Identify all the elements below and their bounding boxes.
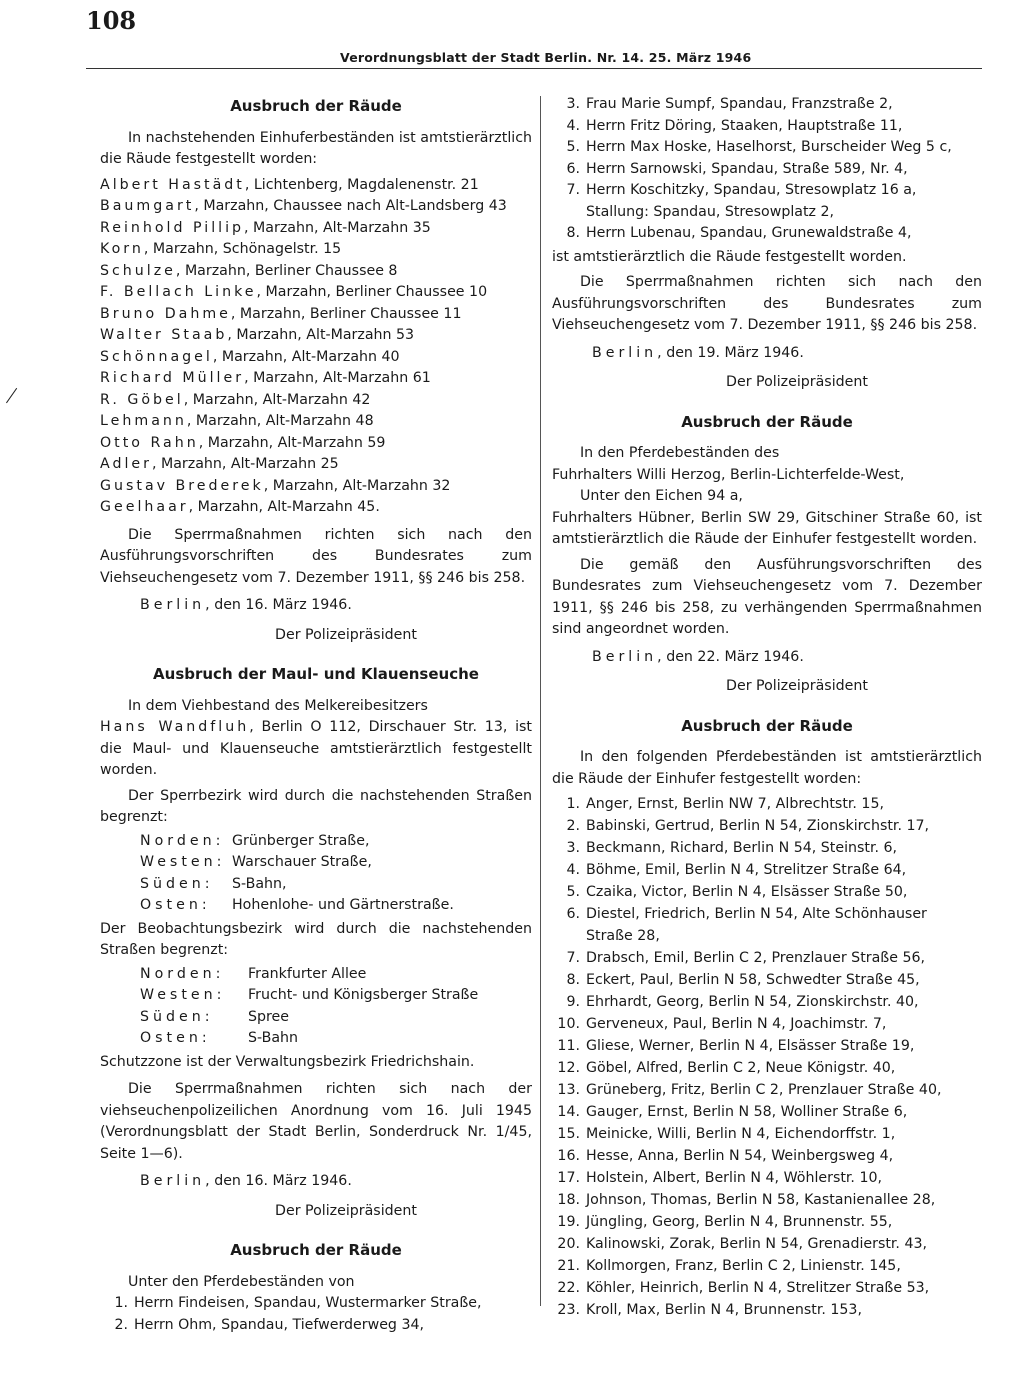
item-text (586, 1212, 982, 1234)
item-number: 3. (566, 840, 580, 856)
item-number: 10. (557, 1016, 580, 1032)
item-text-line: Frau Marie Sumpf, Spandau, Franzstraße 2, (586, 96, 893, 112)
item-text-line: Grüneberg, Fritz, Berlin C 2, Prenzlauer Straße 40, (586, 1082, 942, 1098)
item-text-line: Herrn Max Hoske, Haselhorst, Burscheider Weg 5 c, (586, 139, 952, 155)
left-column (100, 88, 532, 1336)
item-number: 5. (566, 139, 580, 155)
holder-address: , Marzahn, Alt-Marzahn 35 (244, 219, 431, 236)
boundary-row (140, 985, 532, 1007)
owner-name: Hans Wandfluh (100, 719, 250, 735)
list-item (552, 1036, 982, 1058)
boundary-direction: Süden: (140, 875, 214, 892)
item-text (586, 1300, 982, 1322)
right-column (552, 94, 982, 1322)
item-text (586, 1256, 982, 1278)
date-city: Berlin (140, 1173, 206, 1189)
list-item (552, 1102, 982, 1124)
list-item (552, 1146, 982, 1168)
item-number: 9. (566, 994, 580, 1010)
measures-text: Die Sperrmaßnahmen richten sich nach den Ausführungsvorschriften des Bundesrates zum Viehseuchengesetz vom 7. Dezember 1911, §§ 246 bis 258. (100, 526, 532, 586)
item-text (586, 882, 982, 904)
boundary-street: S-Bahn (248, 1030, 299, 1046)
margin-pen-stroke (6, 388, 27, 410)
list-item (552, 1300, 982, 1322)
list-item (552, 180, 982, 202)
boundary-direction: Osten: (140, 897, 211, 913)
sperr-intro: Der Sperrbezirk wird durch die nachstehenden Straßen begrenzt: (100, 787, 532, 825)
holder-address: , Marzahn, Berliner Chaussee 8 (175, 262, 398, 279)
section-title: Ausbruch der Räude (681, 716, 853, 735)
list-item (552, 1080, 982, 1102)
holder-entry (100, 175, 532, 197)
item-text (586, 137, 982, 159)
intro-text: In dem Viehbestand des Melkereibesitzers (128, 697, 428, 714)
section-intro: In nachstehenden Einhuferbeständen ist amtstierärztlich die Räude festgestellt worden: (100, 129, 532, 167)
item-text-line: Kalinowski, Zorak, Berlin N 54, Grenadierstr. 43, (586, 1236, 928, 1252)
item-text-line: Kroll, Max, Berlin N 4, Brunnenstr. 153, (586, 1302, 862, 1318)
item-text (586, 860, 982, 882)
item-number: 20. (557, 1236, 580, 1252)
boundary-street: Frucht- und Königsberger Straße (248, 987, 479, 1003)
item-text-line: Herrn Sarnowski, Spandau, Straße 589, Nr. 4, (586, 160, 908, 177)
boundary-row (140, 852, 532, 874)
item-text-line: Gliese, Werner, Berlin N 4, Elsässer Straße 19, (586, 1038, 915, 1054)
section-title: Ausbruch der Maul- und Klauenseuche (153, 665, 479, 683)
holder-name: Bruno Dahme (100, 305, 231, 322)
boundary-row (140, 964, 532, 986)
item-text-line: Ehrhardt, Georg, Berlin N 54, Zionskirchstr. 40, (586, 994, 919, 1010)
boundary-street: Grünberger Straße, (232, 832, 370, 849)
boundary-street: S-Bahn, (232, 875, 287, 892)
item-text-line: Stallung: Spandau, Stresowplatz 2, (586, 203, 835, 220)
beob-bezirk-list (100, 964, 532, 1050)
holder-name: F. Bellach Linke (100, 284, 257, 300)
item-number: 5. (566, 884, 580, 900)
item-text-line: Anger, Ernst, Berlin NW 7, Albrechtstr. 15, (586, 796, 884, 812)
boundary-row (140, 1028, 532, 1050)
item-number: 7. (566, 950, 580, 966)
holder-address: , Marzahn, Alt-Marzahn 61 (244, 370, 431, 386)
holder-address: , Marzahn, Alt-Marzahn 40 (212, 348, 400, 365)
item-text (586, 1058, 982, 1080)
item-text (586, 970, 982, 992)
holder-address: , Marzahn, Berliner Chaussee 10 (256, 284, 488, 300)
date-text: , den 22. März 1946. (657, 648, 804, 665)
item-text-line: Hesse, Anna, Berlin N 54, Weinbergsweg 4, (586, 1148, 894, 1164)
holder-name: Walter Staab (100, 327, 228, 343)
item-text-line: Meinicke, Willi, Berlin N 4, Eichendorffstr. 1, (586, 1126, 896, 1142)
holder-address: , Marzahn, Alt-Marzahn 53 (227, 327, 415, 343)
signature: Der Polizeipräsident (726, 374, 868, 390)
item-text-line: Babinski, Gertrud, Berlin N 54, Zionskirchstr. 17, (586, 818, 930, 834)
holder-entry (100, 304, 532, 326)
holder-address: , Marzahn, Alt-Marzahn 59 (198, 434, 386, 451)
item-text-line: Gerveneux, Paul, Berlin N 4, Joachimstr. 7, (586, 1016, 887, 1032)
list-item (552, 1190, 982, 1212)
item-text (586, 1278, 982, 1300)
item-text (586, 1014, 982, 1036)
list-item (552, 948, 982, 970)
date-city: Berlin (592, 344, 658, 361)
holder-address: , Marzahn, Chaussee nach Alt-Landsberg 43 (194, 198, 507, 214)
list-item (552, 860, 982, 882)
list-item (552, 816, 982, 838)
item-text-line: Gauger, Ernst, Berlin N 58, Wolliner Straße 6, (586, 1104, 908, 1120)
item-number: 16. (557, 1148, 580, 1164)
boundary-row (140, 831, 532, 853)
item-number: 2. (114, 1316, 128, 1333)
boundary-row (140, 874, 532, 896)
list-item (552, 1014, 982, 1036)
holder-entry (100, 411, 532, 433)
finding-text: ist amtstierärztlich die Räude festgestellt worden. (552, 248, 907, 265)
date-text: , den 19. März 1946. (657, 344, 804, 361)
item-number: 1. (114, 1295, 128, 1311)
item-text (586, 1234, 982, 1256)
list-item (552, 94, 982, 116)
item-text-line: Johnson, Thomas, Berlin N 58, Kastanienallee 28, (586, 1192, 936, 1208)
item-number: 17. (557, 1170, 580, 1186)
boundary-street: Spree (248, 1008, 289, 1025)
item-number: 12. (557, 1060, 580, 1076)
list-item (552, 992, 982, 1014)
holder-entry (100, 196, 532, 218)
item-text (586, 180, 982, 202)
boundary-street: Warschauer Straße, (232, 854, 372, 870)
item-text (586, 223, 982, 245)
measures-text: Die gemäß den Ausführungsvorschriften des Bundesrates zum Viehseuchengesetz vom 7. Dezember 1911, §§ 246 bis 258, zu verhängenden Sperrmaßnahmen sind angeordnet worden. (552, 556, 982, 637)
item-number: 4. (566, 117, 580, 134)
holder-entry (100, 239, 532, 261)
item-text (586, 94, 982, 116)
holder-list (100, 175, 532, 519)
holder-entry (100, 282, 532, 304)
list-item (552, 970, 982, 992)
section-title: Ausbruch der Räude (230, 1241, 402, 1259)
list-item-continuation (552, 926, 982, 948)
item-number: 22. (557, 1280, 580, 1296)
holder-name: Baumgart (100, 198, 195, 214)
list-item (552, 904, 982, 926)
item-text (586, 159, 982, 181)
list-item (552, 794, 982, 816)
list-item (552, 1168, 982, 1190)
list-item (552, 159, 982, 181)
item-text-line: Holstein, Albert, Berlin N 4, Wöhlerstr. 10, (586, 1170, 883, 1186)
item-text (586, 948, 982, 970)
item-text-line: Diestel, Friedrich, Berlin N 54, Alte Schönhauser (586, 906, 927, 922)
holder-entry (100, 261, 532, 283)
item-text-line: Herrn Findeisen, Spandau, Wustermarker Straße, (134, 1295, 482, 1311)
item-text-line: Kollmorgen, Franz, Berlin C 2, Linienstr. 145, (586, 1258, 901, 1274)
list-item (552, 1278, 982, 1300)
column-divider (540, 96, 541, 1306)
item-text-line: Herrn Fritz Döring, Staaken, Hauptstraße 11, (586, 117, 903, 134)
holder-entry (100, 454, 532, 476)
holder-name: Adler (100, 456, 152, 472)
item-text-line: Herrn Ohm, Spandau, Tiefwerderweg 34, (134, 1316, 425, 1333)
sperr-bezirk-list (100, 831, 532, 917)
item-number: 18. (557, 1192, 580, 1208)
measures-text: Die Sperrmaßnahmen richten sich nach der viehseuchenpolizeilichen Anordnung vom 16. Juli 1945 (Verordnungsblatt der Stadt Berlin, Sonderdruck Nr. 1/45, Seite 1—6). (100, 1081, 532, 1162)
holder-name: Geelhaar (100, 499, 189, 515)
holder-name: Gustav Brederek (100, 477, 264, 494)
section-intro (100, 696, 532, 782)
list-item (552, 116, 982, 138)
date-city: Berlin (140, 597, 206, 613)
intro-text: , Berlin O 112, Dirschauer Str. 13, ist die Maul- und Klauenseuche amtstierärztlich festgestellt worden. (100, 719, 532, 778)
holder-name: Reinhold Pillip (100, 219, 245, 236)
item-number: 4. (566, 862, 580, 878)
holder-address: , Marzahn, Berliner Chaussee 11 (230, 305, 462, 322)
holder-name: Richard Müller (100, 370, 245, 386)
item-text-line: Köhler, Heinrich, Berlin N 4, Strelitzer Straße 53, (586, 1280, 930, 1296)
holder-address: , Marzahn, Alt-Marzahn 45. (188, 499, 380, 515)
item-text (586, 1146, 982, 1168)
item-number: 15. (557, 1126, 580, 1142)
item-number: 21. (557, 1258, 580, 1274)
boundary-direction: Norden: (140, 965, 225, 982)
holder-entry (100, 433, 532, 455)
holder-address: , Marzahn, Alt-Marzahn 48 (186, 413, 374, 429)
list-item (552, 1212, 982, 1234)
item-text-line: Eckert, Paul, Berlin N 58, Schwedter Straße 45, (586, 972, 920, 988)
date-city: Berlin (592, 648, 658, 665)
signature-date (140, 595, 532, 617)
zone-text: Schutzzone ist der Verwaltungsbezirk Friedrichshain. (100, 1053, 475, 1070)
item-text-line: Herrn Lubenau, Spandau, Grunewaldstraße 4, (586, 225, 912, 241)
item-number: 23. (557, 1302, 580, 1318)
date-text: , den 16. März 1946. (205, 597, 352, 613)
item-text-line: Jüngling, Georg, Berlin N 4, Brunnenstr. 55, (586, 1214, 893, 1230)
item-text-line: Czaika, Victor, Berlin N 4, Elsässer Straße 50, (586, 884, 908, 900)
item-text (134, 1315, 532, 1337)
section-title: Ausbruch der Räude (230, 97, 402, 115)
item-text (586, 1102, 982, 1124)
item-text (586, 992, 982, 1014)
list-item (552, 1234, 982, 1256)
holder-name: Schönnagel (100, 348, 213, 365)
body-text: Unter den Eichen 94 a, (580, 488, 743, 504)
item-text (586, 1190, 982, 1212)
numbered-list (552, 94, 982, 245)
item-text (134, 1293, 532, 1315)
beob-intro: Der Beobachtungsbezirk wird durch die nachstehenden Straßen begrenzt: (100, 920, 532, 958)
item-text-line: Beckmann, Richard, Berlin N 54, Steinstr. 6, (586, 840, 898, 856)
date-text: , den 16. März 1946. (205, 1173, 352, 1189)
list-item (552, 223, 982, 245)
item-text-line: Straße 28, (586, 928, 660, 944)
holder-entry (100, 390, 532, 412)
item-text (586, 116, 982, 138)
measures-text: Die Sperrmaßnahmen richten sich nach den Ausführungsvorschriften des Bundesrates zum Viehseuchengesetz vom 7. Dezember 1911, §§ 246 bis 258. (552, 274, 982, 333)
holder-entry (100, 347, 532, 369)
section-intro: In den folgenden Pferdebeständen ist amtstierärztlich die Räude der Einhufer festgestellt worden: (552, 749, 982, 787)
signature: Der Polizeipräsident (275, 626, 417, 643)
holder-name: Otto Rahn (100, 434, 199, 451)
item-number: 8. (566, 225, 580, 241)
boundary-row (140, 1007, 532, 1029)
item-text (586, 794, 982, 816)
holder-name: Schulze (100, 262, 176, 279)
holder-entry (100, 368, 532, 390)
running-title: Verordnungsblatt der Stadt Berlin. Nr. 14. 25. März 1946 (340, 50, 752, 65)
holder-address: , Marzahn, Alt-Marzahn 32 (263, 477, 451, 494)
item-text (586, 1080, 982, 1102)
numbered-list (552, 794, 982, 1322)
signature: Der Polizeipräsident (275, 1202, 417, 1219)
list-item (100, 1293, 532, 1315)
holder-address: , Lichtenberg, Magdalenenstr. 21 (244, 176, 479, 193)
boundary-street: Hohenlohe- und Gärtnerstraße. (232, 897, 454, 913)
list-item (552, 1058, 982, 1080)
holder-address: , Marzahn, Schönagelstr. 15 (143, 241, 342, 257)
item-text (586, 1124, 982, 1146)
holder-name: Albert Hastädt (100, 176, 245, 193)
boundary-direction: Norden: (140, 832, 225, 849)
body-text: In den Pferdebeständen des (580, 445, 780, 461)
item-number: 3. (566, 96, 580, 112)
holder-name: Korn (100, 241, 144, 257)
list-item (552, 838, 982, 860)
boundary-direction: Osten: (140, 1030, 211, 1046)
header-rule (86, 68, 982, 69)
item-text (586, 904, 982, 926)
item-text (586, 1036, 982, 1058)
holder-entry (100, 325, 532, 347)
body-text: Fuhrhalters Willi Herzog, Berlin-Lichterfelde-West, (552, 466, 905, 483)
list-item-continuation (552, 202, 982, 224)
item-number: 19. (557, 1214, 580, 1230)
item-number: 1. (566, 796, 580, 812)
item-number: 2. (566, 818, 580, 834)
list-item (552, 882, 982, 904)
signature-date (140, 1171, 532, 1193)
holder-address: , Marzahn, Alt-Marzahn 25 (151, 456, 339, 472)
item-text-line: Herrn Koschitzky, Spandau, Stresowplatz 16 a, (586, 182, 917, 198)
item-text-line: Böhme, Emil, Berlin N 4, Strelitzer Straße 64, (586, 862, 907, 878)
list-item (552, 1256, 982, 1278)
item-number: 6. (566, 160, 580, 177)
holder-entry (100, 497, 532, 519)
signature-date (592, 647, 982, 669)
boundary-direction: Westen: (140, 987, 226, 1003)
item-text-line: Drabsch, Emil, Berlin C 2, Prenzlauer Straße 56, (586, 950, 926, 966)
holder-entry (100, 476, 532, 498)
holder-name: Lehmann (100, 413, 187, 429)
item-text (586, 1168, 982, 1190)
item-number: 13. (557, 1082, 580, 1098)
item-text (586, 816, 982, 838)
boundary-direction: Süden: (140, 1008, 214, 1025)
list-item (100, 1315, 532, 1337)
boundary-direction: Westen: (140, 854, 226, 870)
list-item (552, 137, 982, 159)
body-text: Fuhrhalters Hübner, Berlin SW 29, Gitschiner Straße 60, ist amtstierärztlich die Räude der Einhufer festgestellt worden. (552, 509, 982, 547)
holder-name: R. Göbel (100, 391, 184, 408)
boundary-row (140, 895, 532, 917)
item-text (586, 838, 982, 860)
list-item (552, 1124, 982, 1146)
holder-address: , Marzahn, Alt-Marzahn 42 (183, 391, 371, 408)
item-number: 14. (557, 1104, 580, 1120)
item-number: 11. (557, 1038, 580, 1054)
item-number: 6. (566, 906, 580, 922)
signature-date (592, 343, 982, 365)
numbered-list (100, 1293, 532, 1336)
page-number: 108 (86, 6, 137, 35)
boundary-street: Frankfurter Allee (248, 965, 367, 982)
signature: Der Polizeipräsident (726, 678, 868, 694)
item-text-line: Göbel, Alfred, Berlin C 2, Neue Königstr. 40, (586, 1060, 896, 1076)
item-number: 8. (566, 972, 580, 988)
section-title: Ausbruch der Räude (681, 412, 853, 431)
holder-entry (100, 218, 532, 240)
item-number: 7. (566, 182, 580, 198)
section-intro: Unter den Pferdebeständen von (128, 1273, 355, 1290)
